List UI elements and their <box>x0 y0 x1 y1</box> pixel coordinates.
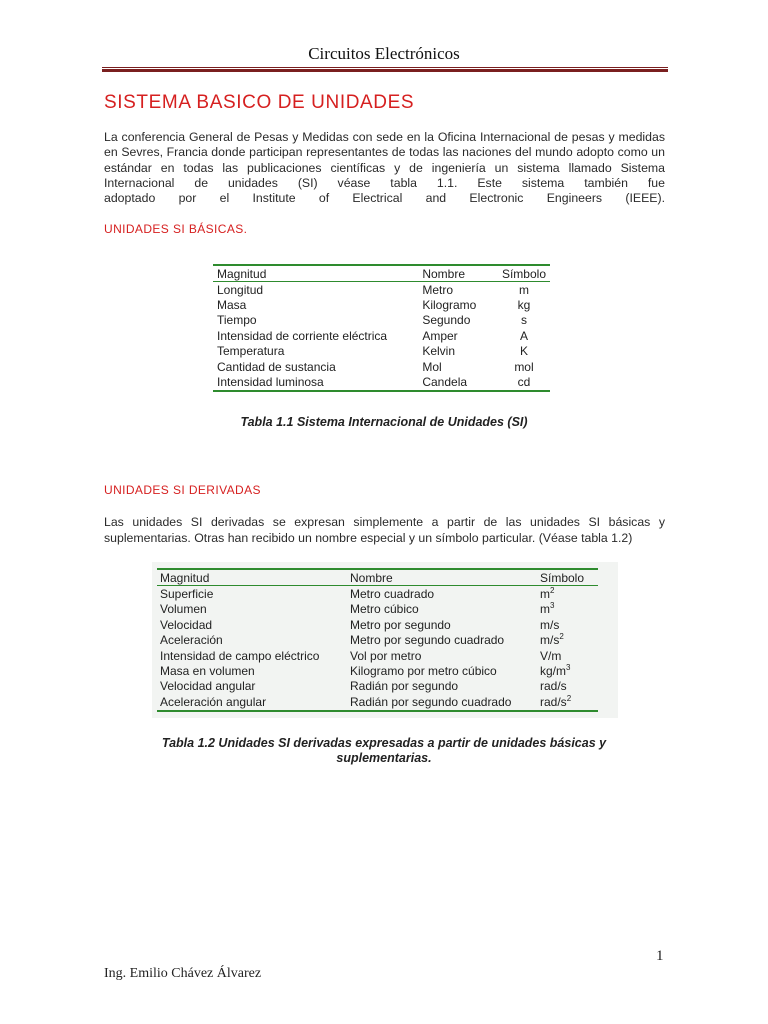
table-row <box>157 617 598 632</box>
intro-line: medidas en Sevres, Francia donde participan representantes de todas las naciones del mundo <box>104 130 665 160</box>
table-cell: Superficie <box>160 587 214 602</box>
table-cell: mol <box>514 359 534 374</box>
symbol: rad/s <box>540 679 567 694</box>
table-cell: Longitud <box>217 282 264 297</box>
table-cell: Aceleración <box>160 633 223 648</box>
exponent: 2 <box>566 693 572 703</box>
exponent: 2 <box>550 586 555 596</box>
table-cell: Metro por segundo <box>350 617 451 632</box>
table-cell: Masa en volumen <box>160 664 255 679</box>
table-cell: Temperatura <box>217 344 285 359</box>
table-cell: s <box>520 313 527 328</box>
caption-line: suplementarias. <box>336 751 432 765</box>
table-cell <box>537 602 598 617</box>
table-cell: A <box>519 328 528 343</box>
table-cell: Amper <box>422 328 458 343</box>
table-cell: Kilogramo <box>422 298 477 313</box>
basic-units-table <box>213 264 550 392</box>
table-row <box>157 663 598 678</box>
table-row <box>213 297 550 312</box>
symbol: m <box>540 587 550 602</box>
table-2-caption <box>0 736 768 766</box>
table-cell: Mol <box>422 359 442 374</box>
table-cell: Kelvin <box>422 344 456 359</box>
table-cell: Metro por segundo cuadrado <box>350 633 505 648</box>
footer-author: Ing. Emilio Chávez Álvarez <box>104 966 262 981</box>
intro-line: La conferencia General de Pesas y Medidas con sede en la Oficina Internacional de pesas y <box>104 130 615 144</box>
table-1-caption: Tabla 1.1 Sistema Internacional de Unidades (SI) <box>240 415 528 429</box>
table-row <box>157 679 598 694</box>
table-cell: Cantidad de sustancia <box>217 359 336 374</box>
table-cell: cd <box>498 374 550 390</box>
table-cell: Metro cuadrado <box>350 587 435 602</box>
table-cell: Intensidad luminosa <box>213 374 418 390</box>
column-header: Símbolo <box>498 265 550 282</box>
table-cell: Candela <box>418 374 498 390</box>
intro-line: adoptado por el Institute of Electrical and Electronic Engineers (IEEE). <box>104 191 665 206</box>
table-cell: Metro <box>422 282 454 297</box>
derived-units-heading: UNIDADES SI DERIVADAS <box>104 483 261 497</box>
table-row <box>213 282 550 298</box>
table-cell: m <box>518 282 529 297</box>
symbol: kg/m <box>540 664 567 679</box>
column-header: Magnitud <box>157 569 347 586</box>
table-cell: Radián por segundo cuadrado <box>347 694 537 710</box>
column-header: Magnitud <box>213 265 418 282</box>
table-cell <box>537 633 598 648</box>
exponent: 3 <box>566 663 571 673</box>
table-cell: Tiempo <box>217 313 257 328</box>
exponent: 2 <box>559 632 564 642</box>
page-number: 1 <box>656 948 664 964</box>
table-cell: Masa <box>217 298 247 313</box>
symbol: m <box>540 602 550 617</box>
symbol: rad/s <box>540 694 567 709</box>
table-cell: Intensidad de campo eléctrico <box>160 648 320 663</box>
table-row <box>157 586 598 602</box>
table-cell: Aceleración angular <box>157 694 347 710</box>
table-cell <box>537 663 598 678</box>
table-cell <box>537 648 598 663</box>
table-cell: Velocidad <box>160 617 213 632</box>
table-cell <box>537 617 598 632</box>
column-header: Símbolo <box>537 569 598 586</box>
table-row <box>157 602 598 617</box>
page-header-title: Circuitos Electrónicos <box>308 44 460 63</box>
table-cell: Metro cúbico <box>350 602 419 617</box>
symbol: V/m <box>540 648 562 663</box>
table-header-row <box>157 569 598 586</box>
table-cell <box>537 694 598 710</box>
table-cell: K <box>519 344 528 359</box>
intro-line: adopto como un estándar en todas las publicaciones científicas y de ingeniería un sistema <box>104 145 665 175</box>
intro-line: llamado Sistema Internacional de unidades (SI) véase tabla 1.1. Este sistema también fue <box>104 160 666 190</box>
table-cell: Velocidad angular <box>160 679 256 694</box>
table-row <box>213 359 550 374</box>
table-cell: Volumen <box>160 602 207 617</box>
column-header: Nombre <box>347 569 537 586</box>
table-cell: Vol por metro <box>350 648 422 663</box>
table-row <box>157 633 598 648</box>
table-row <box>213 374 550 390</box>
table-row <box>157 648 598 663</box>
table-row <box>157 694 598 710</box>
table-row <box>213 313 550 328</box>
table-cell <box>537 586 598 602</box>
table-header-row <box>213 265 550 282</box>
table-cell: Segundo <box>422 313 471 328</box>
table-cell: Kilogramo por metro cúbico <box>350 664 497 679</box>
table-cell: Radián por segundo <box>350 679 459 694</box>
table-row <box>213 328 550 343</box>
header-rule <box>102 67 668 72</box>
symbol: m/s <box>540 617 560 632</box>
derived-paragraph: Las unidades SI derivadas se expresan simplemente a partir de las unidades SI básicas y suplementarias. Otras han recibido un nombre especial y un símbolo particular. (Véase tabla 1.2) <box>104 515 665 545</box>
exponent: 3 <box>550 601 555 611</box>
symbol: m/s <box>540 633 560 648</box>
table-cell: Intensidad de corriente eléctrica <box>217 328 388 343</box>
table-row <box>213 344 550 359</box>
column-header: Nombre <box>418 265 498 282</box>
intro-paragraph <box>104 130 665 206</box>
table-cell <box>537 679 598 694</box>
derived-units-table <box>157 568 598 712</box>
basic-units-heading: UNIDADES SI BÁSICAS. <box>104 222 248 236</box>
caption-line: Tabla 1.2 Unidades SI derivadas expresadas a partir de unidades básicas y <box>161 736 607 750</box>
section-title: SISTEMA BASICO DE UNIDADES <box>104 92 415 113</box>
table-cell: kg <box>517 298 531 313</box>
